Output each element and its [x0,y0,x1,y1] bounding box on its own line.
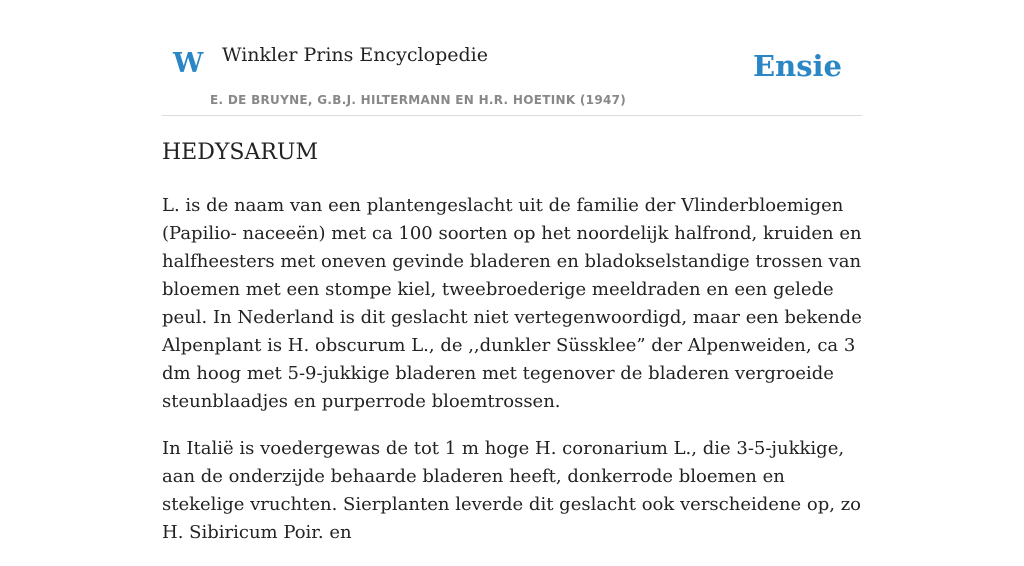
article-paragraph: In Italië is voedergewas de tot 1 m hoge H. coronarium L., die 3-5-jukkige, aan de onderzijde behaarde bladeren heeft, donkerrode bloemen en stekelige vruchten. Sierplanten leverde dit geslacht ook verscheidene op, zo H. Sibiricum Poir. en [162,438,862,543]
ensie-brand-link[interactable]: Ensie [753,49,842,83]
article-paragraph: L. is de naam van een plantengeslacht uit de familie der Vlinderbloemigen (Papilio- naceeën) met ca 100 soorten op het noordelijk halfrond, kruiden en halfheesters met oneven gevinde bladeren en bladokselstandige trossen van bloemen met een stompe kiel, tweebroederige meeldraden en een gelede peul. In Nederland is dit geslacht niet vertegenwoordigd, maar een bekende Alpenplant is H. obscurum L., de ,,dunkler Süssklee” der Alpenweiden, ca 3 dm hoog met 5-9-jukkige bladeren met tegenover de bladeren vergroeide steunblaadjes en purperrode bloemtrossen. [162,195,862,412]
site-title[interactable]: Winkler Prins Encyclopedie [222,44,488,66]
article-body [162,192,862,566]
winkler-prins-logo-icon[interactable]: W [173,48,204,79]
site-header [162,0,862,116]
article-headword: HEDYSARUM [162,140,318,165]
authors-byline: E. DE BRUYNE, G.B.J. HILTERMANN EN H.R. HOETINK (1947) [210,93,627,107]
article-container [162,0,862,543]
